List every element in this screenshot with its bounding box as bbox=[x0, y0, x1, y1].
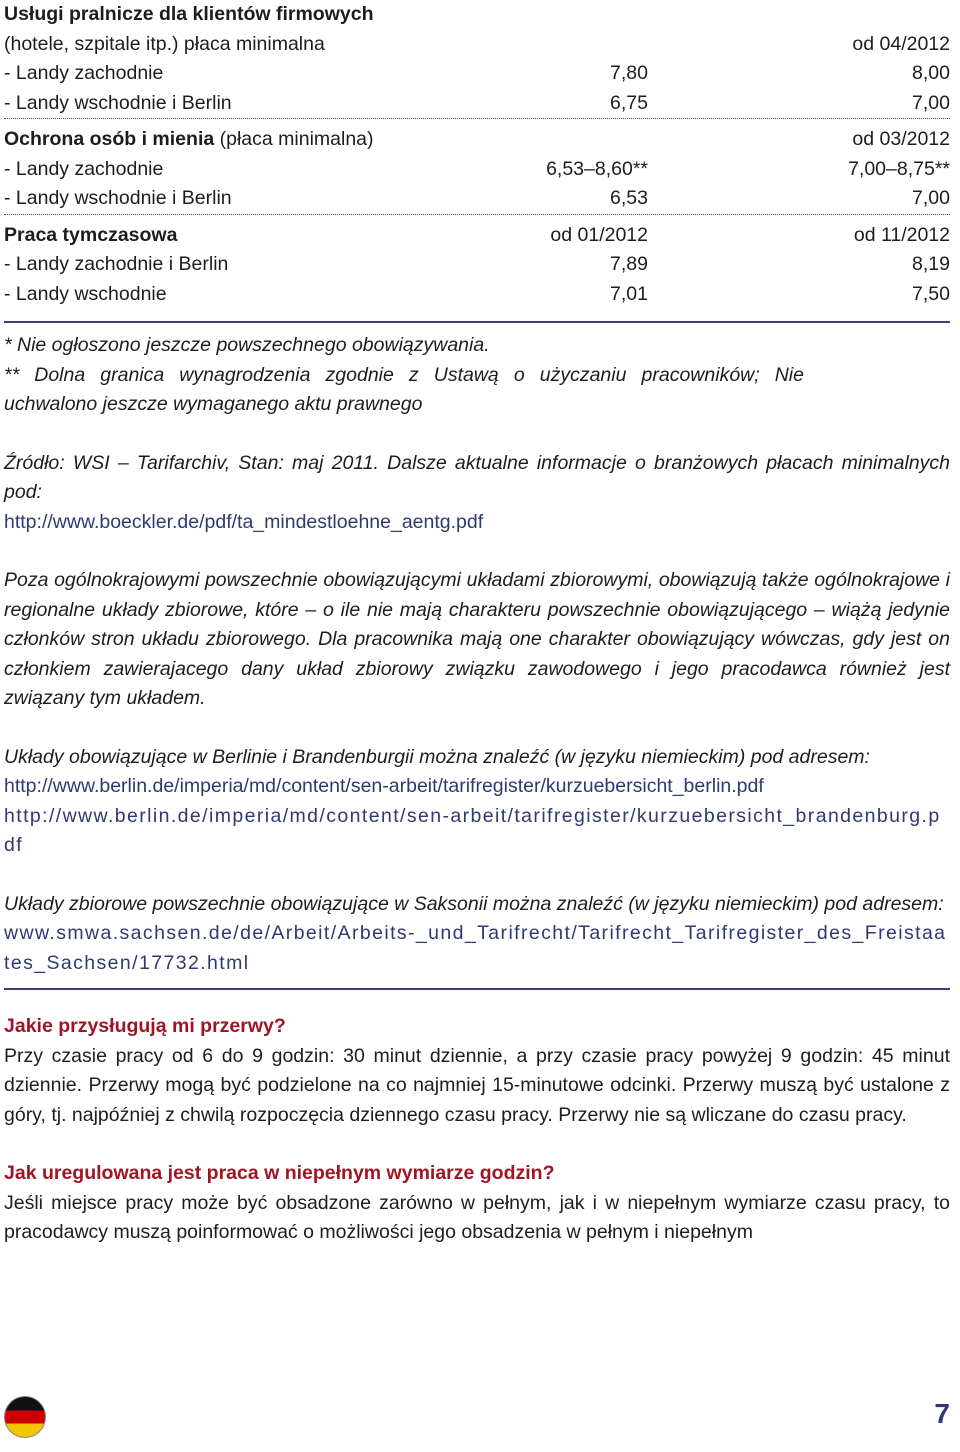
paragraph-berlin-brandenburg: Układy obowiązujące w Berlinie i Brandenburgii można znaleźć (w języku niemieckim) pod adresem: bbox=[4, 745, 870, 768]
table-header-row bbox=[4, 221, 950, 251]
heading-part-time: Jak uregulowana jest praca w niepełnym wymiarze godzin? bbox=[4, 1162, 555, 1184]
source-note: Źródło: WSI – Tarifarchiv, Stan: maj 2011. Dalsze aktualne informacje o branżowych płacach minimalnych pod: bbox=[4, 451, 950, 503]
table-header-row bbox=[4, 125, 950, 155]
table-row bbox=[4, 59, 950, 89]
paragraph-part-time: Jeśli miejsce pracy może być obsadzone zarówno w pełnym, jak i w niepełnym wymiarze czasu pracy, to pracodawcy muszą poinformować o możliwości jego obsadzenia w pełnym i niepełnym bbox=[4, 1191, 950, 1243]
section-title-security bbox=[4, 125, 648, 155]
row-value: 8,00 bbox=[912, 62, 950, 84]
link-berlin[interactable]: http://www.berlin.de/imperia/md/content/sen-arbeit/tarifregister/kurzuebersicht_berlin.pdf bbox=[4, 775, 764, 797]
heading-breaks: Jakie przysługują mi przerwy? bbox=[4, 1015, 286, 1037]
row-label: - Landy wschodnie bbox=[4, 282, 167, 305]
page-content bbox=[4, 0, 950, 1248]
column-date: od 04/2012 bbox=[852, 32, 950, 55]
footnote-1: * Nie ogłoszono jeszcze powszechnego obowiązywania. bbox=[4, 334, 490, 356]
table-header-row bbox=[4, 30, 950, 60]
table-row bbox=[4, 250, 950, 280]
row-value: 6,53 bbox=[610, 187, 648, 209]
link-brandenburg[interactable]: http://www.berlin.de/imperia/md/content/sen-arbeit/tarifregister/kurzuebersicht_brandenburg.pdf bbox=[4, 804, 941, 856]
row-value: 8,19 bbox=[912, 253, 950, 275]
row-label: - Landy wschodnie i Berlin bbox=[4, 91, 232, 114]
row-label: - Landy zachodnie bbox=[4, 157, 164, 180]
column-date: od 11/2012 bbox=[853, 223, 950, 246]
row-value: 7,50 bbox=[912, 282, 950, 305]
row-value: 7,00 bbox=[912, 91, 950, 114]
table-row bbox=[4, 280, 950, 310]
divider bbox=[4, 988, 950, 990]
source-link[interactable]: http://www.boeckler.de/pdf/ta_mindestloehne_aentg.pdf bbox=[4, 510, 484, 533]
section-title-laundry: Usługi pralnicze dla klientów firmowych bbox=[4, 3, 374, 25]
section-title-temp-work: Praca tymczasowa bbox=[4, 223, 178, 246]
row-value: 7,00–8,75** bbox=[848, 157, 950, 180]
table-row bbox=[4, 155, 950, 185]
column-date: od 03/2012 bbox=[852, 128, 950, 150]
row-value: 7,89 bbox=[610, 253, 648, 275]
row-label: - Landy wschodnie i Berlin bbox=[4, 187, 232, 209]
page-number: 7 bbox=[934, 1398, 950, 1429]
footnote-2: ** Dolna granica wynagrodzenia zgodnie z Ustawą o użyczaniu pracowników; Nie uchwalono jeszcze wymaganego aktu prawnego bbox=[4, 363, 804, 415]
row-value: 7,80 bbox=[610, 62, 648, 84]
row-value: 6,75 bbox=[610, 91, 648, 114]
section-subtitle: (hotele, szpitale itp.) płaca minimalna bbox=[4, 32, 325, 55]
germany-flag-icon bbox=[4, 1396, 46, 1438]
row-label: - Landy zachodnie bbox=[4, 62, 164, 84]
paragraph-saxony: Układy zbiorowe powszechnie obowiązujące w Saksonii można znaleźć (w języku niemieckim) pod adresem: bbox=[4, 892, 944, 915]
paragraph-collective-agreements: Poza ogólnokrajowymi powszechnie obowiązującymi układami zbiorowymi, obowiązują także ogólnokrajowe i regionalne układy zbiorowe, które – o ile nie mają charakteru powszechnie obowiązującego – wiążą jedynie członków stron układu zbiorowego. Dla pracownika mają one charakter obowiązujący wówczas, gdy jest on członkiem zawierajacego dany układ zbiorowy związku zawodowego i jego pracodawca również jest związany tym układem. bbox=[4, 569, 950, 709]
table-row bbox=[4, 89, 950, 120]
section-title-bold: Ochrona osób i mienia bbox=[4, 128, 215, 150]
column-date: od 01/2012 bbox=[550, 223, 648, 246]
row-label: - Landy zachodnie i Berlin bbox=[4, 253, 229, 275]
row-value: 7,00 bbox=[912, 187, 950, 209]
paragraph-breaks: Przy czasie pracy od 6 do 9 godzin: 30 minut dziennie, a przy czasie pracy powyżej 9 godzin: 45 minut dziennie. Przerwy mogą być podzielone na co najmniej 15-minutowe odcinki. Przerwy muszą być ustalone z góry, tj. najpóźniej z chwilą rozpoczęcia dziennego czasu pracy. Przerwy nie są wliczane do czasu pracy. bbox=[4, 1044, 950, 1126]
row-value: 6,53–8,60** bbox=[546, 157, 648, 180]
divider bbox=[4, 321, 950, 323]
section-title-rest: (płaca minimalna) bbox=[214, 128, 374, 150]
row-value: 7,01 bbox=[610, 282, 648, 305]
table-row bbox=[4, 184, 950, 215]
link-saxony[interactable]: www.smwa.sachsen.de/de/Arbeit/Arbeits-_und_Tarifrecht/Tarifrecht_Tarifregister_des_Freistaates_Sachsen/17732.html bbox=[4, 922, 947, 974]
